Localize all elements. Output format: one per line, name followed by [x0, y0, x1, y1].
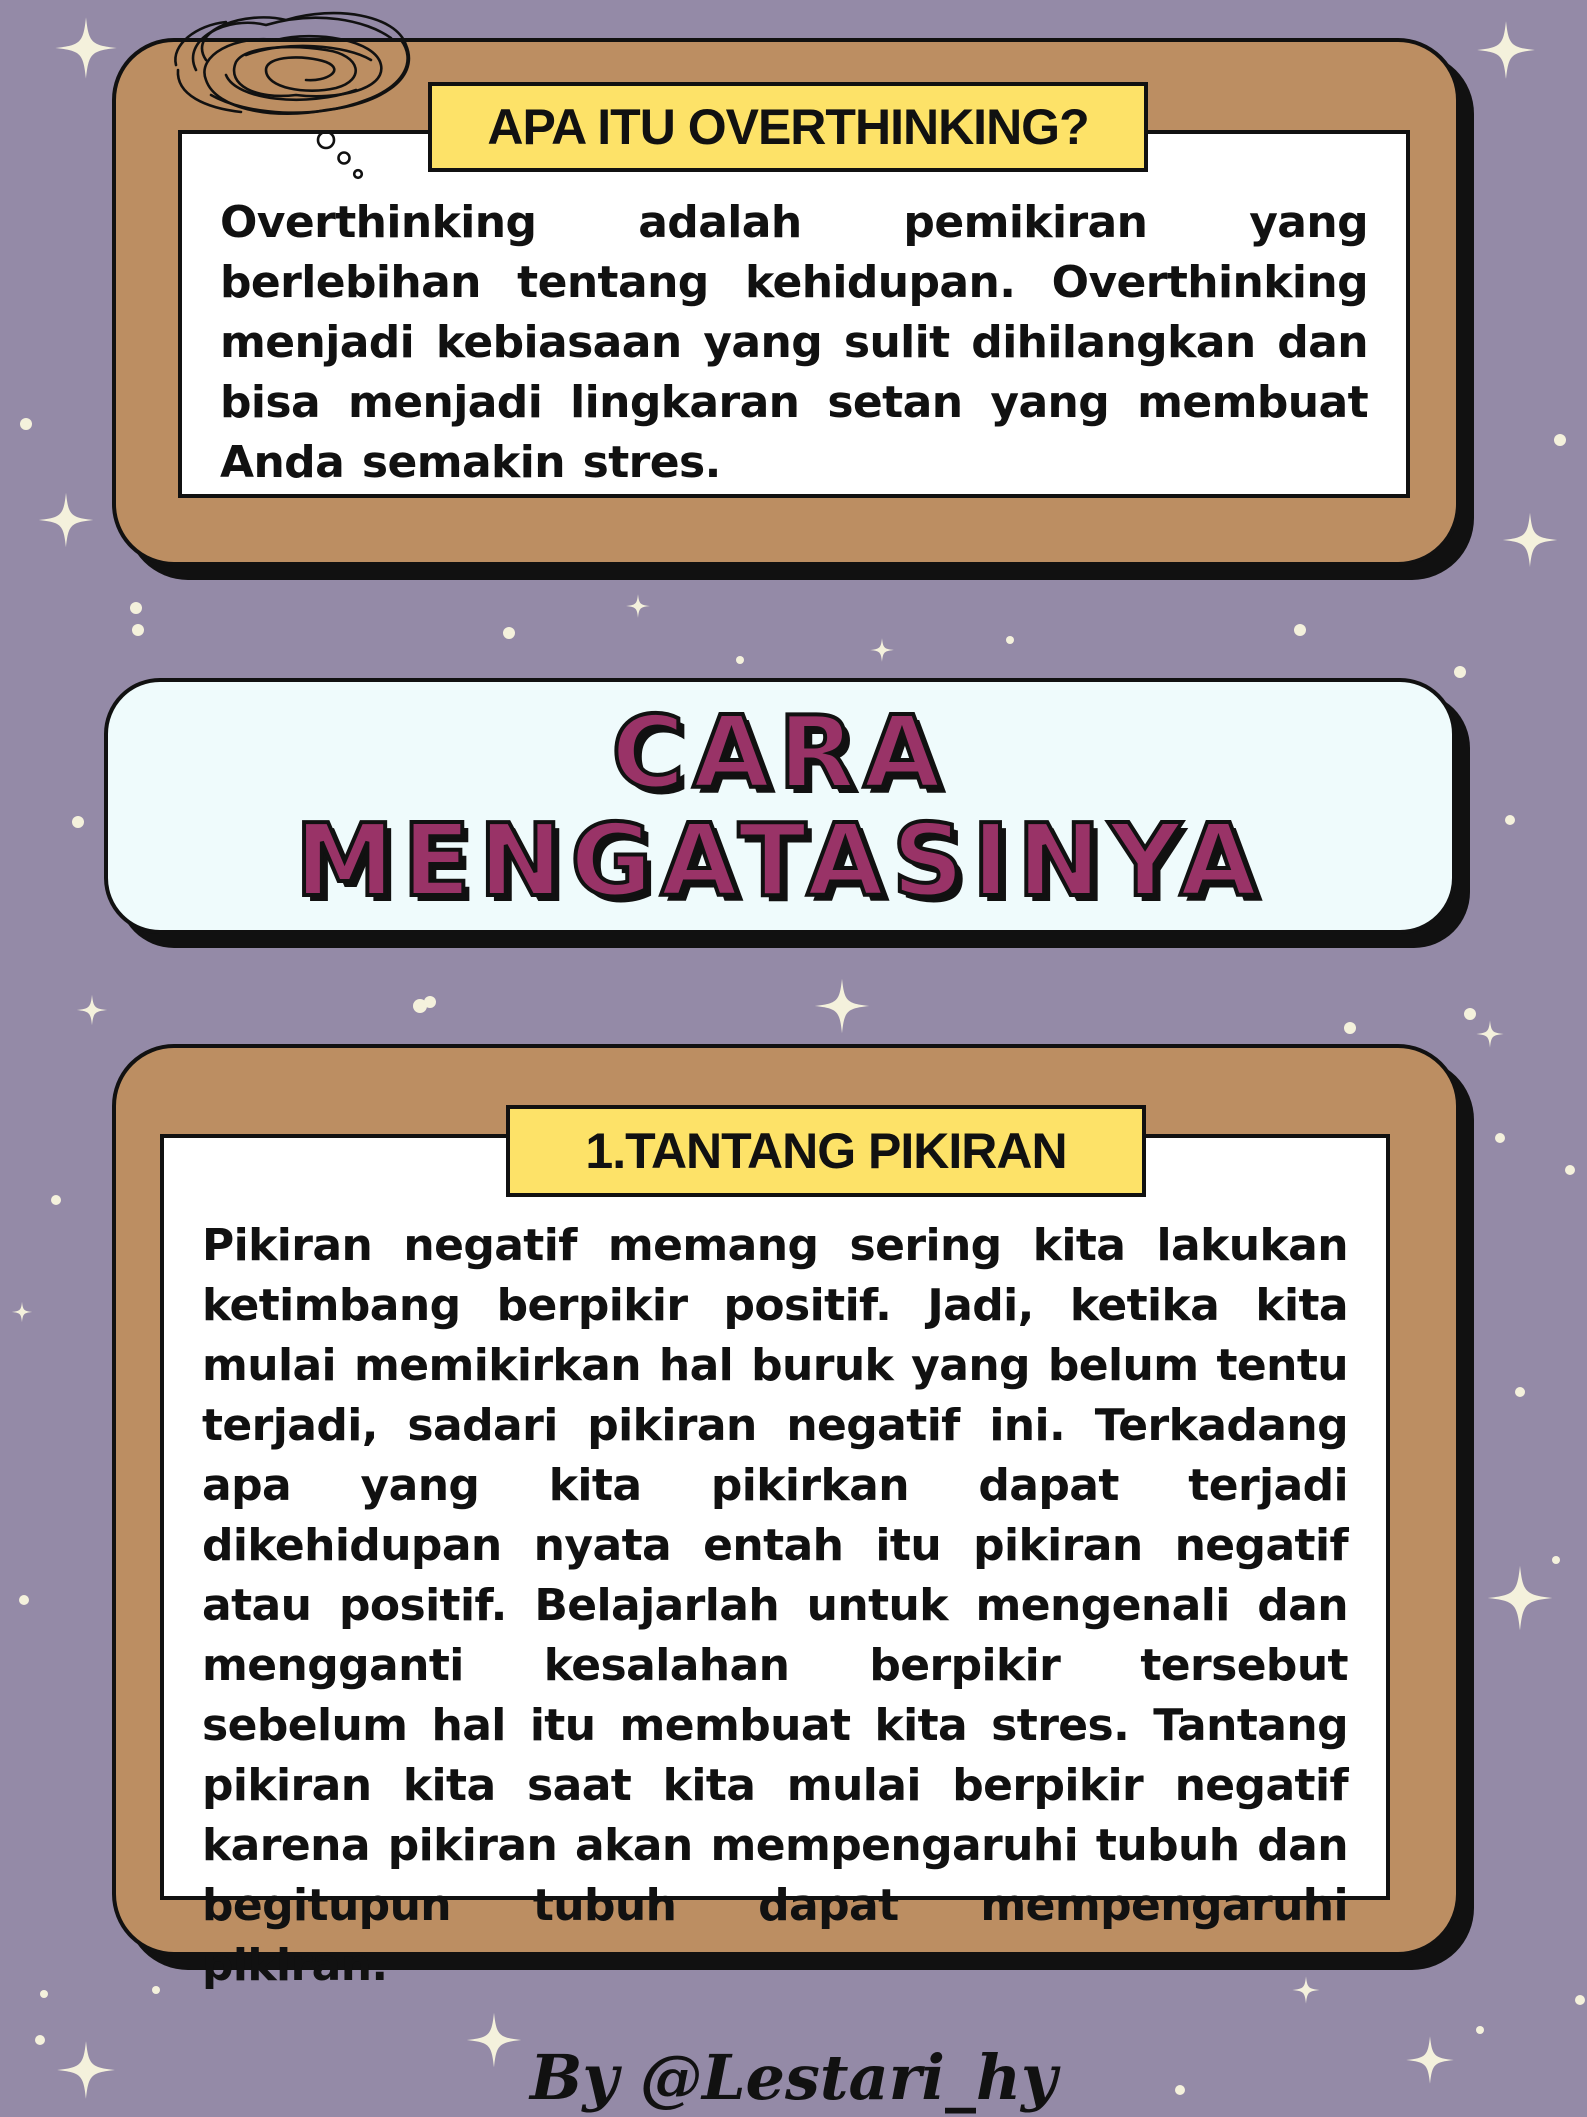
- overthinking-heading: APA ITU OVERTHINKING?: [428, 82, 1148, 172]
- scribble-thought-icon: [166, 0, 466, 185]
- banner-title-line2: MENGATASINYA: [294, 802, 1266, 919]
- author-signature: By @Lestari_hy: [529, 2041, 1058, 2114]
- overthinking-text: Overthinking adalah pemikiran yang berlebihan tentang kehidupan. Overthinking menjadi kebiasaan yang sulit dihilangkan dan bisa menjadi lingkaran setan yang membuat Anda semakin stres.: [220, 197, 1368, 488]
- tip-heading: 1.TANTANG PIKIRAN: [506, 1105, 1146, 1197]
- tip-text: Pikiran negatif memang sering kita lakukan ketimbang berpikir positif. Jadi, ketika kita mulai memikirkan hal buruk yang belum tentu terjadi, sadari pikiran negatif ini. Terkadang apa yang kita pikirkan dapat terjadi dikehidupan nyata entah itu pikiran negatif atau positif. Belajarlah untuk mengenali dan mengganti kesalahan berpikir tersebut sebelum hal itu membuat kita stres. Tantang pikiran kita saat kita mulai berpikir negatif karena pikiran akan mempengaruhi tubuh dan begitupun tubuh dapat mempengaruhi pikiran.: [202, 1220, 1348, 1991]
- banner-title-line1: CARA: [611, 694, 949, 811]
